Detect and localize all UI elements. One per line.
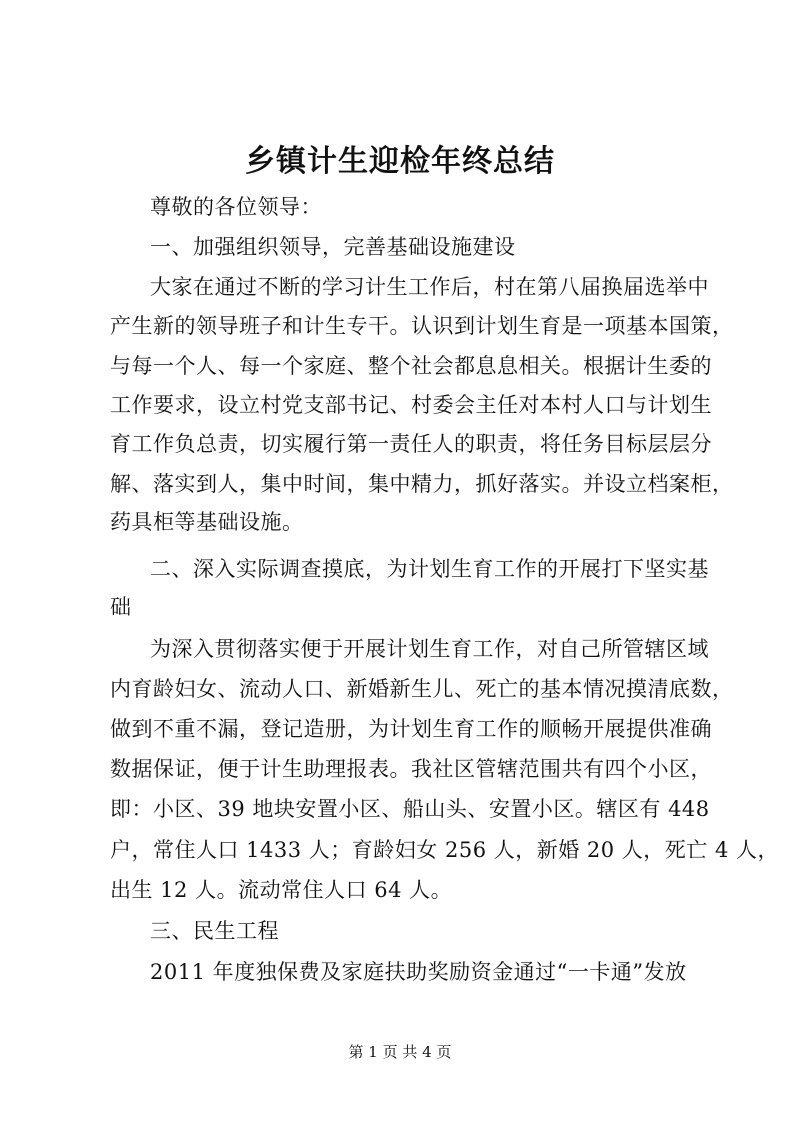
section-heading-2-cont: 础	[110, 595, 132, 619]
paragraph-line: 大家在通过不断的学习计生工作后，村在第八届换届选举中	[150, 275, 709, 299]
paragraph-line: 工作要求，设立村党支部书记、村委会主任对本村人口与计划生	[110, 393, 712, 417]
paragraph-line: 药具柜等基础设施。	[110, 510, 304, 534]
paragraph-line: 解、落实到人，集中时间，集中精力，抓好落实。并设立档案柜，	[110, 472, 734, 496]
document-title: 乡镇计生迎检年终总结	[245, 144, 555, 179]
paragraph-line: 育工作负总责，切实履行第一责任人的职责，将任务目标层层分	[110, 432, 712, 456]
paragraph-line: 数据保证，便于计生助理报表。我社区管辖范围共有四个小区，	[110, 757, 712, 781]
paragraph-line: 即：小区、39 地块安置小区、船山头、安置小区。辖区有 448	[110, 797, 710, 821]
section-heading-3: 三、民生工程	[150, 919, 279, 943]
page-number: 第 1 页 共 4 页	[348, 1043, 452, 1061]
paragraph-line: 2011 年度独保费及家庭扶助奖励资金通过“一卡通”发放	[150, 960, 687, 984]
paragraph-line: 内育龄妇女、流动人口、新婚新生儿、死亡的基本情况摸清底数，	[110, 677, 734, 701]
paragraph-line: 产生新的领导班子和计生专干。认识到计划生育是一项基本国策，	[110, 314, 734, 338]
section-heading-1: 一、加强组织领导，完善基础设施建设	[150, 235, 516, 259]
paragraph-line: 户，常住人口 1433 人；育龄妇女 256 人，新婚 20 人，死亡 4 人，	[110, 838, 780, 862]
paragraph-line: 做到不重不漏，登记造册，为计划生育工作的顺畅开展提供准确	[110, 717, 712, 741]
paragraph-line: 与每一个人、每一个家庭、整个社会都息息相关。根据计生委的	[110, 354, 712, 378]
paragraph-line: 出生 12 人。流动常住人口 64 人。	[110, 878, 453, 902]
salutation: 尊敬的各位领导：	[150, 195, 322, 219]
section-heading-2: 二、深入实际调查摸底，为计划生育工作的开展打下坚实基	[150, 557, 709, 581]
paragraph-line: 为深入贯彻落实便于开展计划生育工作，对自己所管辖区域	[150, 637, 709, 661]
